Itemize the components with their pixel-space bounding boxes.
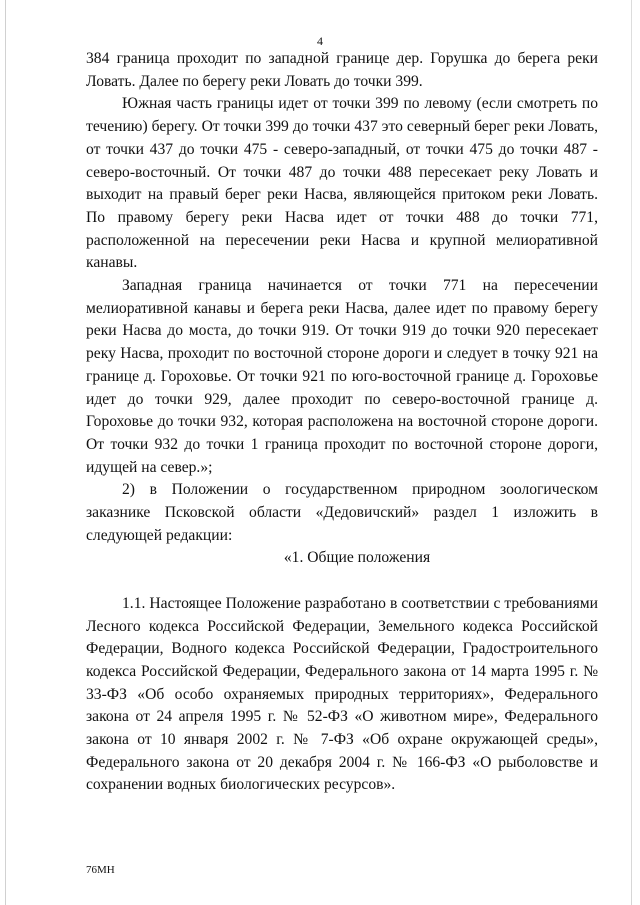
footer-code: 76МН bbox=[86, 864, 115, 876]
paragraph-continuation: 384 граница проходит по западной границе дер. Горушка до берега реки Ловать. Далее по берегу реки Ловать до точки 399. bbox=[86, 50, 598, 90]
section-heading: «1. Общие положения bbox=[283, 549, 431, 567]
paragraph-section-1-1: 1.1. Настоящее Положение разработано в соответствии с требованиями Лесного кодекса Российской Федерации, Земельного кодекса Российской Федерации, Водного кодекса Российской Федерации, Градостроительного кодекса Российской Федерации, Федерального закона от 14 марта 1995 г. № 33-ФЗ «Об особо охраняемых природных территориях», Федерального закона от 24 апреля 1995 г. № 52-ФЗ «О животном мире», Федерального закона от 10 января 2002 г. № 7-ФЗ «Об охране окружающей среды», Федерального закона от 20 декабря 2004 г. № 166-ФЗ «О рыболовстве и сохранении водных биологических ресурсов». bbox=[86, 594, 598, 794]
page-number: 4 bbox=[317, 34, 323, 48]
scan-right-edge bbox=[631, 0, 632, 905]
scan-left-edge bbox=[5, 0, 6, 905]
paragraph-west-border: Западная граница начинается от точки 771 на пересечении мелиоративной канавы и берега реки Насва, далее идет по правому берегу реки Насва до моста, до точки 919. От точки 919 до точки 920 пересекает реку Насва, проходит по восточной стороне дороги и следует в точку 921 на границе д. Гороховье. От точки 921 по юго-восточной границе д. Гороховье идет до точки 929, далее проходит по северо-восточной границе д. Гороховье до точки 932, которая расположена на восточной стороне дороги. От точки 932 до точки 1 граница проходит по восточной стороне дороги, идущей на север.»; bbox=[86, 277, 598, 476]
document-body bbox=[86, 48, 598, 797]
paragraph-amendment-item-2: 2) в Положении о государственном природном зоологическом заказнике Псковской области «Дедовичский» раздел 1 изложить в следующей редакции: bbox=[86, 481, 598, 544]
paragraph-south-border: Южная часть границы идет от точки 399 по левому (если смотреть по течению) берегу. От точки 399 до точки 437 это северный берег реки Ловать, от точки 437 до точки 475 - северо-западный, от точки 475 до точки 487 - северо-восточный. От точки 487 до точки 488 пересекает реку Ловать и выходит на правый берег реки Насва, являющейся притоком реки Ловать. По правому берегу реки Насва идет от точки 488 до точки 771, расположенной на пересечении реки Насва и крупной мелиоративной канавы. bbox=[86, 95, 598, 272]
